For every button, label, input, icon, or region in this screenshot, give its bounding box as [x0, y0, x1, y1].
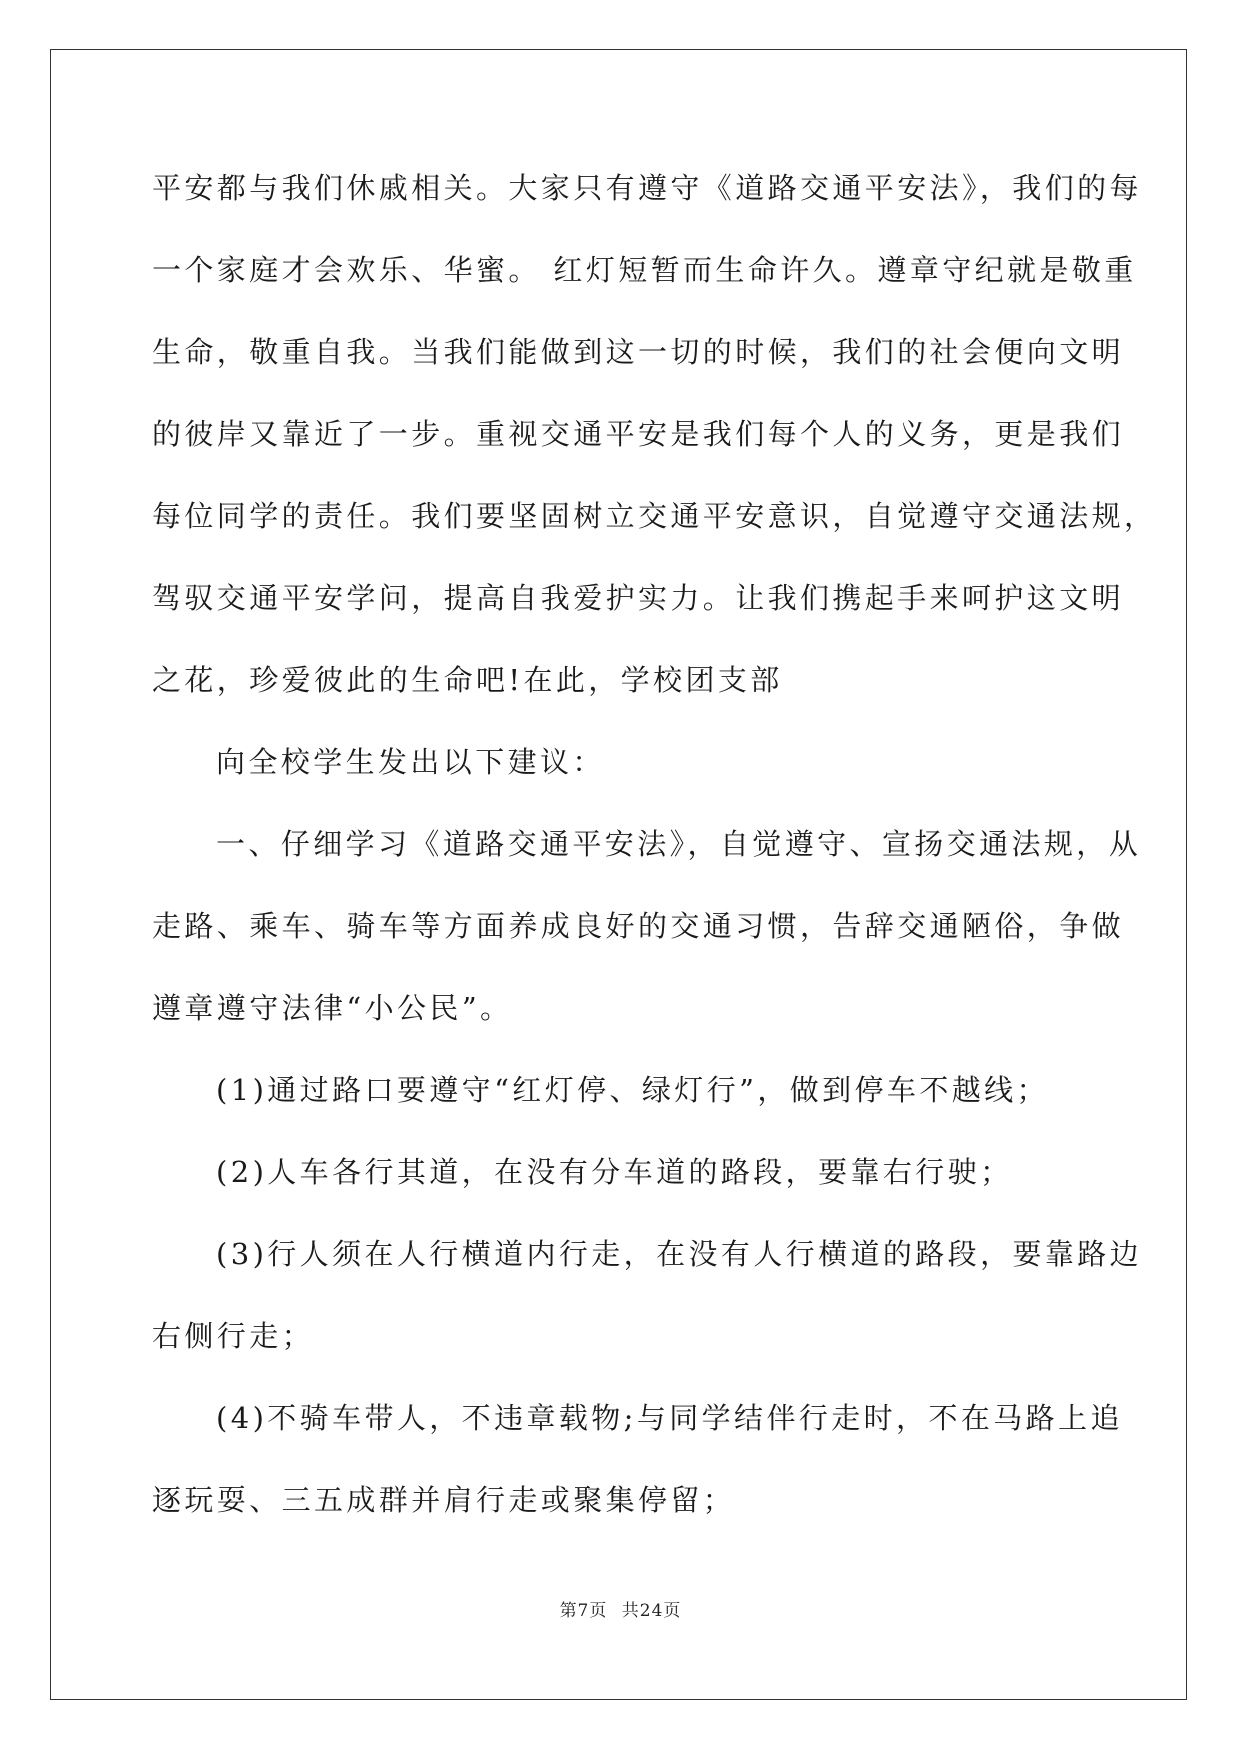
- paragraph-line: 遵章遵守法律“小公民”。: [152, 991, 513, 1025]
- paragraph-line: 生命，敬重自我。当我们能做到这一切的时候，我们的社会便向文明: [152, 335, 1125, 369]
- total-pages: 共24页: [621, 1601, 682, 1621]
- paragraph-line: 的彼岸又靠近了一步。重视交通平安是我们每个人的义务，更是我们: [152, 417, 1125, 451]
- paragraph-line: 驾驭交通平安学问，提高自我爱护实力。让我们携起手来呵护这文明: [152, 581, 1125, 615]
- paragraph-line: 一个家庭才会欢乐、华蜜。 红灯短暂而生命许久。遵章守纪就是敬重: [152, 253, 1137, 287]
- paragraph-line: 右侧行走；: [152, 1319, 315, 1353]
- page-number: 第7页: [559, 1601, 608, 1621]
- paragraph-line: 平安都与我们休戚相关。大家只有遵守《道路交通平安法》，我们的每: [152, 171, 1142, 205]
- paragraph-line: (3)行人须在人行横道内行走，在没有人行横道的路段，要靠路边: [216, 1237, 1143, 1271]
- document-body: [152, 159, 1157, 1553]
- paragraph-line: 之花，珍爱彼此的生命吧!在此，学校团支部: [152, 663, 783, 697]
- paragraph-line: 每位同学的责任。我们要坚固树立交通平安意识，自觉遵守交通法规，: [152, 499, 1157, 533]
- paragraph-line: 逐玩耍、三五成群并肩行走或聚集停留；: [152, 1483, 736, 1517]
- page-footer: [0, 1596, 1241, 1621]
- paragraph-line: (1)通过路口要遵守“红灯停、绿灯行”，做到停车不越线；: [216, 1073, 1049, 1107]
- paragraph-line: (2)人车各行其道，在没有分车道的路段，要靠右行驶；: [216, 1155, 1013, 1189]
- paragraph-line: 向全校学生发出以下建议：: [216, 745, 605, 779]
- paragraph-line: 走路、乘车、骑车等方面养成良好的交通习惯，告辞交通陋俗，争做: [152, 909, 1125, 943]
- paragraph-line: (4)不骑车带人，不违章载物;与同学结伴行走时，不在马路上追: [216, 1401, 1123, 1435]
- paragraph-line: 一、仔细学习《道路交通平安法》，自觉遵守、宣扬交通法规，从: [216, 827, 1142, 861]
